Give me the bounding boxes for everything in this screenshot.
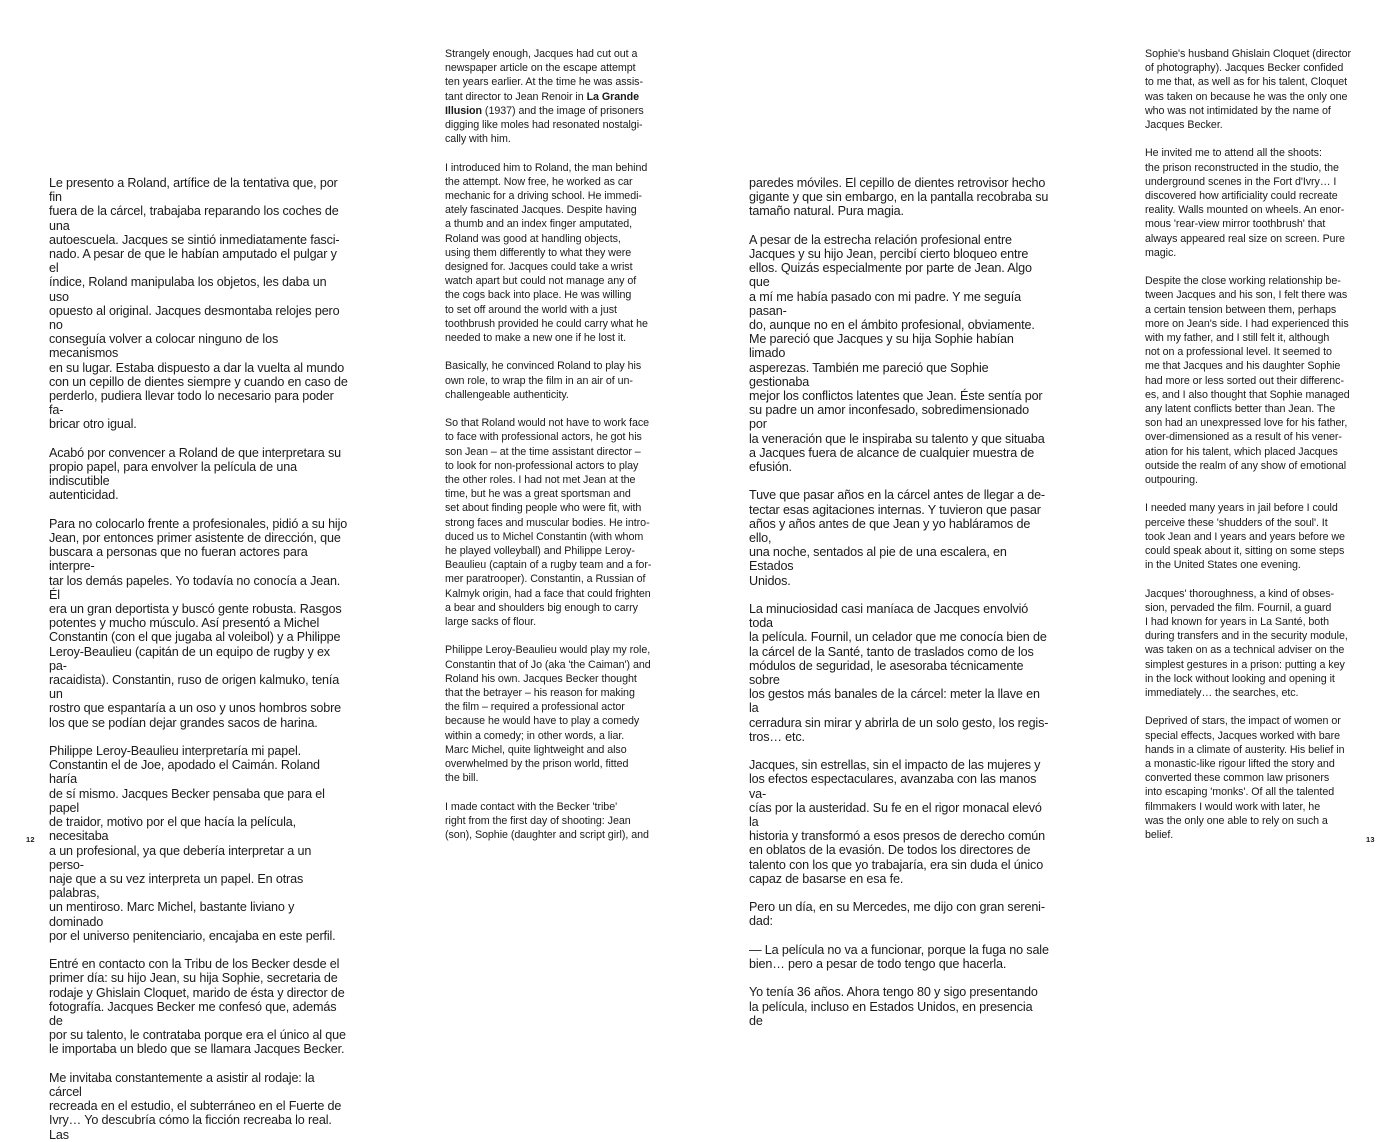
paragraph: Basically, he convinced Roland to play his own role, to wrap the film in an air of un- challengeable authenticity. xyxy=(445,360,642,401)
paragraph-text: Strangely enough, Jacques had cut out a newspaper article on the escape attempt ten years earlier. At the time he was assis- tant director to Jean Renoir in xyxy=(445,48,643,103)
paragraph: Sophie's husband Ghislain Cloquet (director of photography). Jacques Becker confided to me that, as well as for his talent, Cloquet was taken on because he was the only one who was not intimidated by the name of Jacques Becker. xyxy=(1145,48,1352,132)
paragraph: So that Roland would not have to work face to face with professional actors, he got his son Jean – at the time assistant director – to look for non-professional actors to play the other roles. I had not met Jean at the time, but he was a great sportsman and set about finding people who were fit, with strong faces and muscular bodies. He intro- duced us to Michel Constantin (with whom he played volleyball) and Philippe Leroy- Beaulieu (captain of a rugby team and a for- mer paratrooper). Constantin, a Russian of Kalmyk origin, had a face that could frighten a bear and shoulders big enough to carry large sacks of flour. xyxy=(445,417,652,629)
paragraph: Pero un día, en su Mercedes, me dijo con gran sereni- dad: xyxy=(749,900,1045,929)
paragraph: Deprived of stars, the impact of women or special effects, Jacques worked with bare hands in a climate of austerity. His belief in a monastic-like rigour lifted the story and converted these common law prisoners into escaping 'monks'. Of all the talented filmmakers I would work with later, he was the only one able to rely on such a belief. xyxy=(1145,715,1345,842)
paragraph-text: (1937) and the image of prisoners digging like moles had resonated nostalgi- cally with him. xyxy=(445,104,644,146)
paragraph: Me invitaba constantemente a asistir al rodaje: la cárcel recreada en el estudio, el subterráneo en el Fuerte de Ivry… Yo descubría cómo la ficción recreaba lo real. Las xyxy=(49,1070,342,1142)
paragraph: — La película no va a funcionar, porque la fuga no sale bien… pero a pesar de todo tengo que hacerla. xyxy=(749,942,1049,972)
english-column-left xyxy=(445,47,660,842)
page-number-left: 12 xyxy=(26,835,35,844)
paragraph: I needed many years in jail before I could perceive these 'shudders of the soul'. It took Jean and I years and years before we could speak about it, sitting on some steps in the United States one evening. xyxy=(1145,502,1345,572)
paragraph: Para no colocarlo frente a profesionales, pidió a su hijo Jean, por entonces primer asistente de dirección, que buscara a personas que no fueran actores para interpre- tar los demás papeles. Yo todavía no conocía a Jean. Él era un gran deportista y buscó gente robusta. Rasgos potentes y mucho músculo. Así presentó a Michel Constantin (con el que jugaba al voleibol) y a Philippe Leroy-Beaulieu (capitán de un equipo de rugby y ex pa- racaidista). Constantin, ruso de origen kalmuko, tenía un rostro que espantaría a un oso y unos hombros sobre los que se podían dejar grandes sacos de harina. xyxy=(49,516,348,730)
film-title: La Grande Illusion xyxy=(445,90,639,117)
paragraph: Jacques, sin estrellas, sin el impacto de las mujeres y los efectos espectaculares, avanzaba con las manos va- cías por la austeridad. Su fe en el rigor monacal elevó la historia y transformó a esos presos de derecho común en oblatos de la evasión. De todos los directores de talento con los que yo trabajaría, era sin duda el único capaz de basarse en esa fe. xyxy=(749,758,1045,886)
paragraph xyxy=(445,47,660,146)
paragraph: Le presento a Roland, artífice de la tentativa que, por fin fuera de la cárcel, trabajaba reparando los coches de una autoescuela. Jacques se sintió inmediatamente fasci- nado. A pesar de que le habían amputado el pulgar y el índice, Roland manipulaba los objetos, les daba un uso opuesto al original. Jacques desmontaba relojes pero no conseguía volver a colocar ninguno de los mecanismos en su lugar. Estaba dispuesto a dar la vuelta al mundo con un cepillo de dientes siempre y cuando en caso de perderlo, pudiera llevar todo lo necesario para poder fa- bricar otro igual. xyxy=(49,176,348,432)
paragraph: I introduced him to Roland, the man behind the attempt. Now free, he worked as car mechanic for a driving school. He immedi- ately fascinated Jacques. Despite having a thumb and an index finger amputated, Roland was good at handling objects, using them differently to what they were designed for. Jacques could take a wrist watch apart but could not manage any of the cogs back into place. He was willing to set off around the world with a just toothbrush provided he could carry what he needed to make a new one if he lost it. xyxy=(445,161,648,345)
paragraph: He invited me to attend all the shoots: the prison reconstructed in the studio, the underground scenes in the Fort d'Ivry… I discovered how artificiality could recreate reality. Walls mounted on wheels. An enor- mous 'rear-view mirror toothbrush' that always appeared real size on screen. Pure magic. xyxy=(1145,147,1345,259)
paragraph: A pesar de la estrecha relación profesional entre Jacques y su hijo Jean, percibí cierto bloqueo entre ellos. Quizás especialmente por parte de Jean. Algo que a mí me había pasado con mi padre. Y me seguía pasan- do, aunque no en el ámbito profesional, obviamente. Me pareció que Jacques y su hija Sophie habían limado asperezas. También me pareció que Sophie gestionaba mejor los conflictos latentes que Jean. Éste sentía por su padre un amor inconfesado, sobredimensionado por la veneración que le inspiraba su talento y que situaba a Jacques fuera de alcance de cualquier muestra de efusión. xyxy=(749,232,1045,475)
english-column-right xyxy=(1145,47,1360,842)
paragraph: Entré en contacto con la Tribu de los Becker desde el primer día: su hijo Jean, su hija Sophie, secretaria de rodaje y Ghislain Cloquet, marido de ésta y director de fotografía. Jacques Becker me confesó que, además de por su talento, le contrataba porque era el único al que le importaba un bledo que se llamara Jacques Becker. xyxy=(49,957,346,1057)
paragraph: paredes móviles. El cepillo de dientes retrovisor hecho gigante y que sin embargo, en la pantalla recobraba su tamaño natural. Pura magia. xyxy=(749,176,1049,219)
paragraph: Philippe Leroy-Beaulieu would play my role, Constantin that of Jo (aka 'the Caiman') and Roland his own. Jacques Becker thought that the betrayer – his reason for making the film – required a professional actor because he would have to play a comedy within a comedy; in other words, a liar. Marc Michel, quite lightweight and also overwhelmed by the prison world, fitted the bill. xyxy=(445,644,651,785)
paragraph: Tuve que pasar años en la cárcel antes de llegar a de- tectar esas agitaciones internas. Y tuvieron que pasar años y años antes de que Jean y yo habláramos de ello, una noche, sentados al pie de una escalera, en Estados Unidos. xyxy=(749,488,1045,588)
paragraph: Despite the close working relationship be- tween Jacques and his son, I felt there was a certain tension between them, perhaps more on Jean's side. I had experienced this with my father, and I still felt it, although not on a professional level. It seemed to me that Jacques and his daughter Sophie had more or less sorted out their differenc- es, and I also thought that Sophie managed any latent conflicts better than Jean. The son had an unexpressed love for his father, over-dimensioned as a result of his vener- ation for his talent, which placed Jacques outside the realm of any show of emotional outpouring. xyxy=(1145,275,1350,487)
page-number-right: 13 xyxy=(1366,835,1375,844)
paragraph: Philippe Leroy-Beaulieu interpretaría mi papel. Constantin el de Joe, apodado el Caimán. Roland haría de sí mismo. Jacques Becker pensaba que para el papel de traidor, motivo por el que hacía la película, necesitaba a un profesional, ya que debería interpretar a un perso- naje que a su vez interpreta un papel. En otras palabras, un mentiroso. Marc Michel, bastante liviano y dominado por el universo penitenciario, encajaba en este perfil. xyxy=(49,744,336,943)
paragraph: Jacques' thoroughness, a kind of obses- sion, pervaded the film. Fournil, a guard I had known for years in La Santé, both during transfers and in the security module, was taken on as a technical adviser on the simplest gestures in a prison: putting a key in the lock without looking and opening it immediately… the searches, etc. xyxy=(1145,587,1348,700)
paragraph: Yo tenía 36 años. Ahora tengo 80 y sigo presentando la película, incluso en Estados Unidos, en presencia de xyxy=(749,985,1038,1028)
spanish-column-right xyxy=(749,176,1049,1028)
paragraph: La minuciosidad casi maníaca de Jacques envolvió toda la película. Fournil, un celador que me conocía bien de la cárcel de la Santé, tanto de traslados como de los módulos de seguridad, le asesoraba técnicamente sobre los gestos más banales de la cárcel: meter la llave en la cerradura sin mirar y abrirla de un solo gesto, los regis- tros… etc. xyxy=(749,602,1049,744)
spanish-column-left xyxy=(49,176,349,1142)
paragraph: Acabó por convencer a Roland de que interpretara su propio papel, para envolver la película de una indiscutible autenticidad. xyxy=(49,445,341,503)
paragraph: I made contact with the Becker 'tribe' right from the first day of shooting: Jean (son), Sophie (daughter and script girl), and xyxy=(445,800,649,842)
